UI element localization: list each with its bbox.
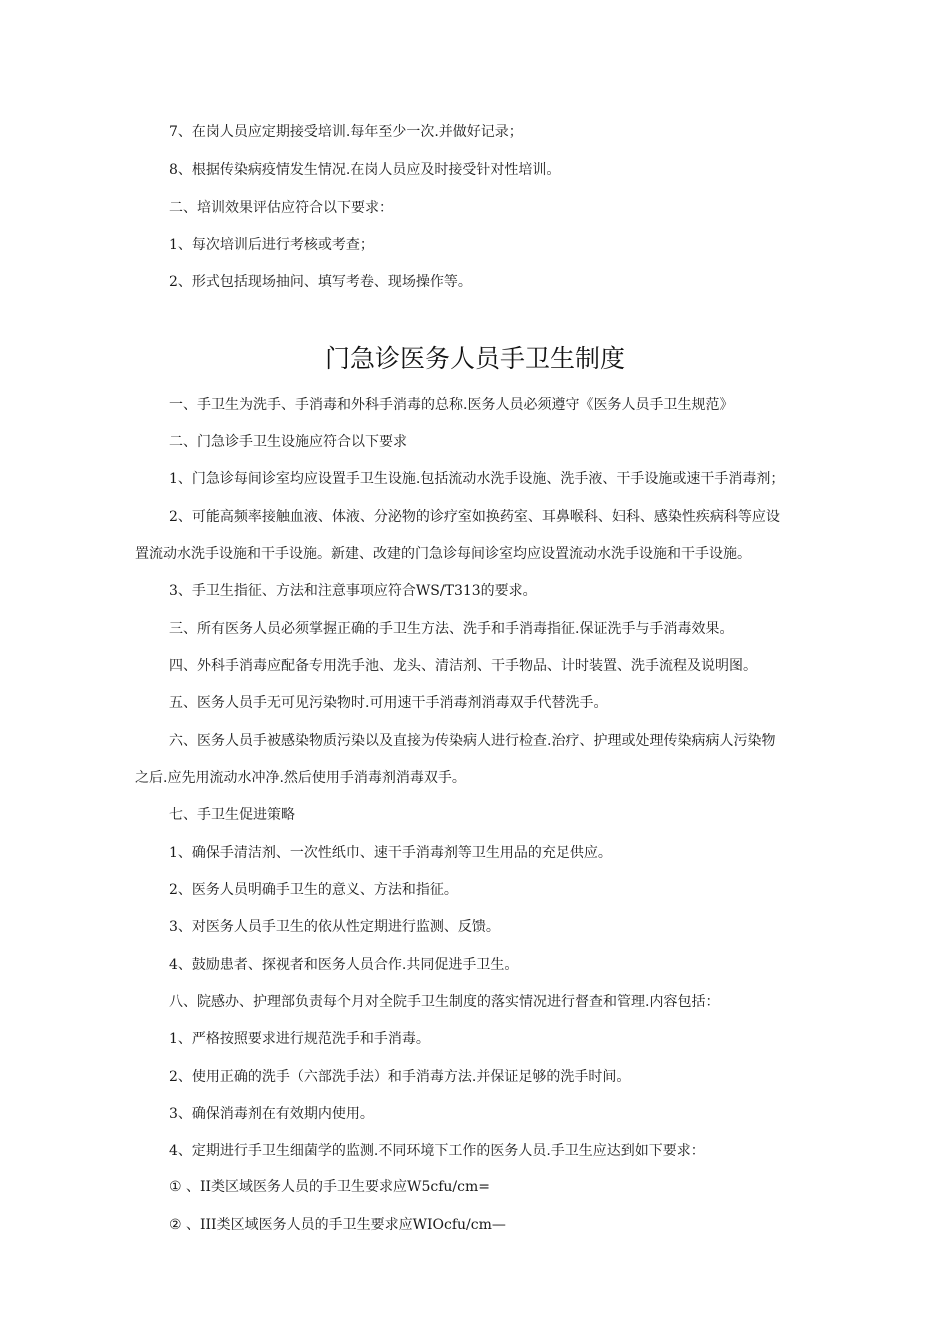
paragraph-20: ① 、II类区域医务人员的手卫生要求应W5cfu/cm= — [169, 1179, 490, 1195]
paragraph-21: ② 、III类区域医务人员的手卫生要求应WIOcfu/cm— — [169, 1217, 506, 1233]
paragraph-8: 五、医务人员手无可见污染物时.可用速干手消毒剂消毒双手代替洗手。 — [169, 695, 608, 711]
paragraph-16: 1、严格按照要求进行规范洗手和手消毒。 — [169, 1031, 430, 1047]
paragraph-5: 3、手卫生指征、方法和注意事项应符合WS/T313的要求。 — [169, 583, 537, 599]
paragraph-10: 七、手卫生促进策略 — [169, 807, 295, 823]
paragraph-9: 六、医务人员手被感染物质污染以及直接为传染病人进行检查.治疗、护理或处理传染病病人污染物 — [169, 733, 776, 749]
paragraph-18: 3、确保消毒剂在有效期内使用。 — [169, 1106, 374, 1122]
paragraph-12: 2、医务人员明确手卫生的意义、方法和指征。 — [169, 882, 458, 898]
paragraph-1: 一、手卫生为洗手、手消毒和外科手消毒的总称.医务人员必须遵守《医务人员手卫生规范》 — [169, 397, 734, 413]
paragraph-11: 1、确保手清洁剂、一次性纸巾、速干手消毒剂等卫生用品的充足供应。 — [169, 845, 612, 861]
paragraph-7: 四、外科手消毒应配备专用洗手池、龙头、清洁剂、干手物品、计时装置、洗手流程及说明图。 — [169, 658, 757, 674]
paragraph-19: 4、定期进行手卫生细菌学的监测.不同环境下工作的医务人员.手卫生应达到如下要求： — [169, 1143, 705, 1159]
paragraph-4: 2、可能高频率接触血液、体液、分泌物的诊疗室如换药室、耳鼻喉科、妇科、感染性疾病科等应设 — [169, 509, 780, 525]
section-title: 门急诊医务人员手卫生制度 — [324, 344, 625, 373]
paragraph-13: 3、对医务人员手卫生的依从性定期进行监测、反馈。 — [169, 919, 500, 935]
paragraph-17: 2、使用正确的洗手（六部洗手法）和手消毒方法.并保证足够的洗手时间。 — [169, 1069, 631, 1085]
paragraph-evaluation-item-1: 1、每次培训后进行考核或考查； — [169, 237, 374, 253]
paragraph-14: 4、鼓励患者、探视者和医务人员合作.共同促进手卫生。 — [169, 957, 519, 973]
paragraph-training-item-8: 8、根据传染病疫情发生情况.在岗人员应及时接受针对性培训。 — [169, 162, 561, 178]
paragraph-training-item-7: 7、在岗人员应定期接受培训.每年至少一次.并做好记录； — [169, 124, 523, 140]
paragraph-3: 1、门急诊每间诊室均应设置手卫生设施.包括流动水洗手设施、洗手液、干手设施或速干手消毒剂； — [169, 471, 785, 487]
paragraph-4-continued: 置流动水洗手设施和干手设施。新建、改建的门急诊每间诊室均应设置流动水洗手设施和干手设施。 — [135, 546, 751, 562]
paragraph-6: 三、所有医务人员必须掌握正确的手卫生方法、洗手和手消毒指征.保证洗手与手消毒效果。 — [169, 621, 734, 637]
paragraph-evaluation-heading: 二、培训效果评估应符合以下要求： — [169, 200, 393, 216]
paragraph-evaluation-item-2: 2、形式包括现场抽问、填写考卷、现场操作等。 — [169, 274, 472, 290]
paragraph-2: 二、门急诊手卫生设施应符合以下要求 — [169, 434, 407, 450]
paragraph-9-continued: 之后.应先用流动水冲净.然后使用手消毒剂消毒双手。 — [135, 770, 466, 786]
paragraph-15: 八、院感办、护理部负责每个月对全院手卫生制度的落实情况进行督查和管理.内容包括： — [169, 994, 720, 1010]
